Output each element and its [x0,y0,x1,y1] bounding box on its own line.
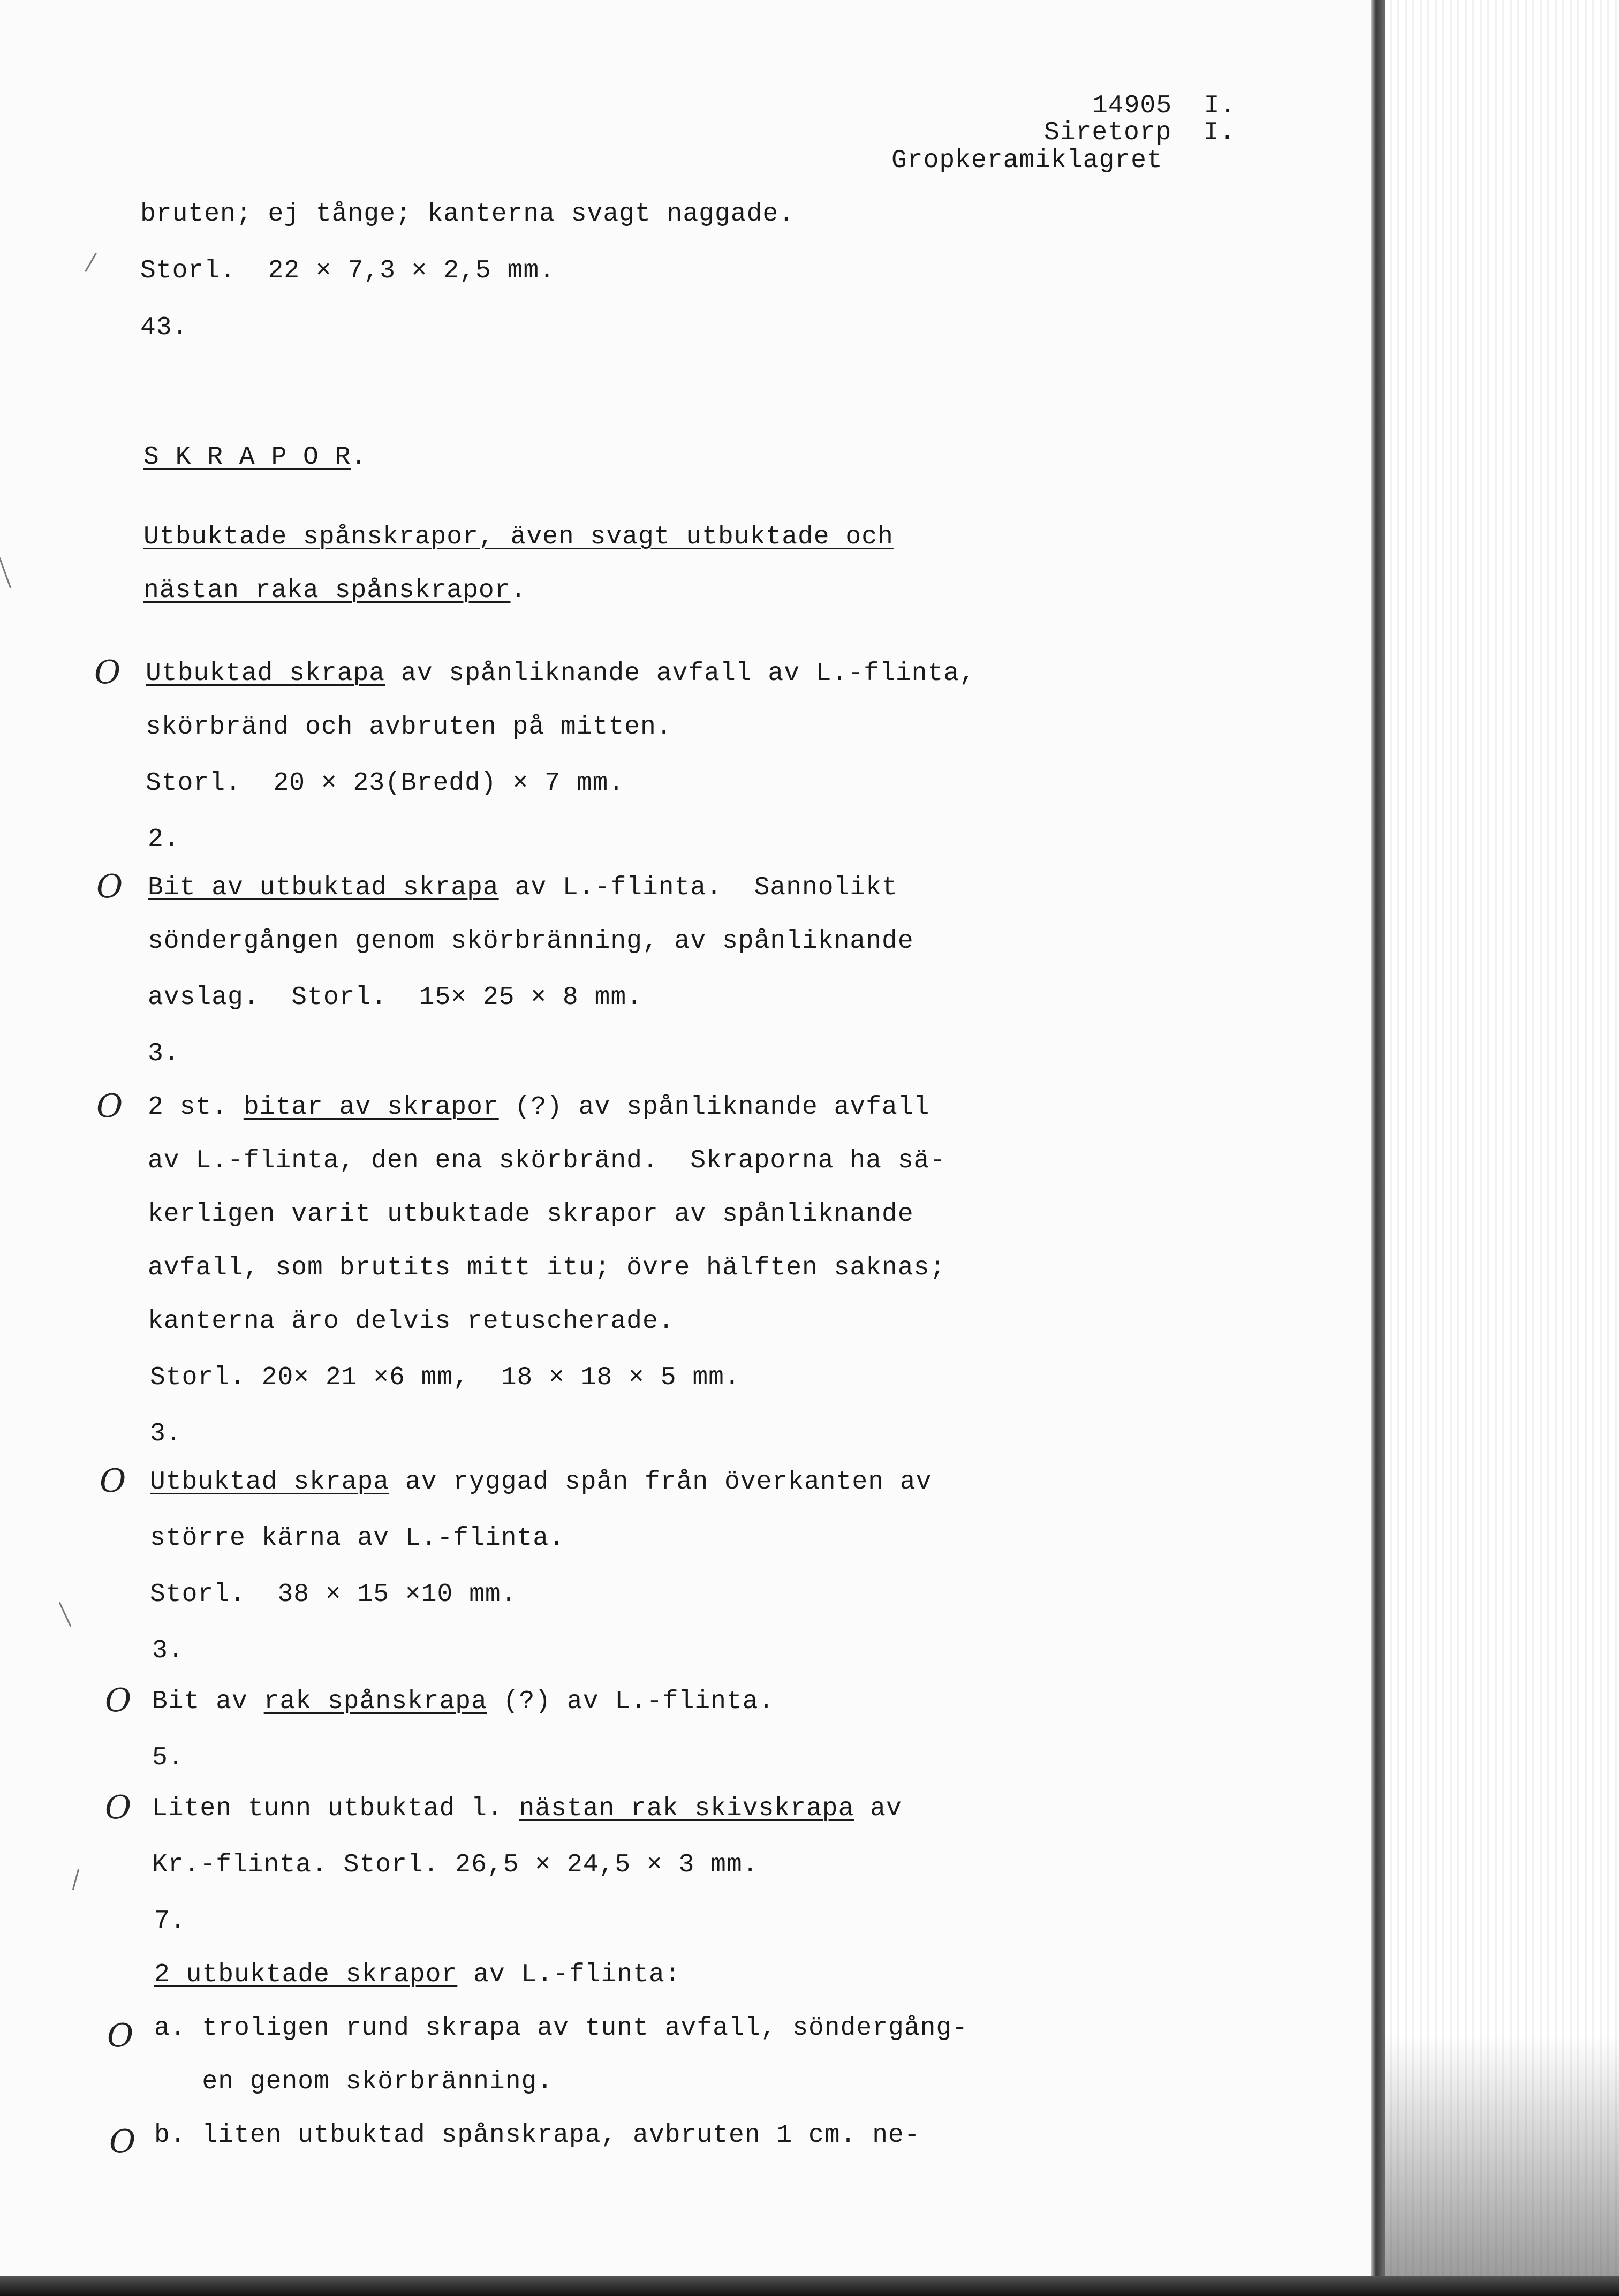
text-line: bruten; ej tånge; kanterna svagt naggade. [140,200,795,229]
background-shadow [1385,2035,1619,2296]
text-line: Storl. 22 × 7,3 × 2,5 mm. [140,256,555,285]
entry-line: skörbränd och avbruten på mitten. [146,713,672,742]
entry-line: avslag. Storl. 15× 25 × 8 mm. [148,983,642,1012]
item-number: 43. [140,313,188,342]
entry-line: Storl. 38 × 15 ×10 mm. [150,1580,517,1609]
item-number: 2. [148,825,180,854]
entry-line: avfall, som brutits mitt itu; övre hälften saknas; [148,1253,946,1282]
background-strip [1385,0,1619,2296]
entry-line: 2 st. bitar av skrapor (?) av spånliknande avfall [148,1093,930,1122]
entry-line: Bit av utbuktad skrapa av L.-flinta. Sannolikt [148,873,898,902]
site-name: Siretorp I. [1044,118,1236,147]
entry-line: b. liten utbuktad spånskrapa, avbruten 1 cm. ne- [154,2121,920,2150]
entry-line: Utbuktad skrapa av spånliknande avfall av L.-flinta, [146,659,975,688]
margin-mark: O [96,868,123,905]
item-number: 5. [152,1743,184,1772]
margin-mark: O [100,1462,126,1500]
entry-line: a. troligen rund skrapa av tunt avfall, söndergång- [154,2014,969,2043]
subheading: Utbuktade spånskrapor, även svagt utbuktade och [143,523,894,552]
entry-line: kerligen varit utbuktade skrapor av spånliknande [148,1200,914,1229]
entry-line: Bit av rak spånskrapa (?) av L.-flinta. [152,1687,775,1716]
catalog-number: 14905 I. [1092,92,1236,120]
entry-line: större kärna av L.-flinta. [150,1524,565,1553]
entry-line: Storl. 20× 21 ×6 mm, 18 × 18 × 5 mm. [150,1363,740,1392]
margin-mark: O [109,2123,136,2161]
entry-line: en genom skörbränning. [154,2067,554,2096]
item-number: 7. [154,1907,186,1936]
margin-mark: O [107,2017,134,2055]
entry-line: söndergången genom skörbränning, av spånliknande [148,927,914,956]
entry-line: Utbuktad skrapa av ryggad spån från överkanten av [150,1468,932,1497]
margin-mark: O [94,654,121,691]
bottom-edge-shadow [0,2276,1619,2296]
margin-mark: O [105,1682,132,1719]
entry-line: kanterna äro delvis retuscherade. [148,1307,675,1336]
item-number: 3. [148,1039,180,1068]
entry-line: Kr.-flinta. Storl. 26,5 × 24,5 × 3 mm. [152,1851,759,1879]
item-number: 3. [150,1419,182,1448]
entry-line: av L.-flinta, den ena skörbränd. Skraporna ha sä- [148,1146,946,1175]
entry-line: Storl. 20 × 23(Bredd) × 7 mm. [146,769,625,798]
entry-line: 2 utbuktade skrapor av L.-flinta: [154,1960,681,1989]
margin-mark: O [96,1087,123,1125]
margin-mark: O [105,1789,132,1826]
item-number: 3. [152,1636,184,1665]
page-edge-shadow [1371,0,1385,2296]
layer-name: Gropkeramiklagret [891,146,1163,175]
subheading: nästan raka spånskrapor. [143,576,527,605]
section-title: S K R A P O R. [143,443,367,472]
entry-line: Liten tunn utbuktad l. nästan rak skivskrapa av [152,1794,902,1823]
